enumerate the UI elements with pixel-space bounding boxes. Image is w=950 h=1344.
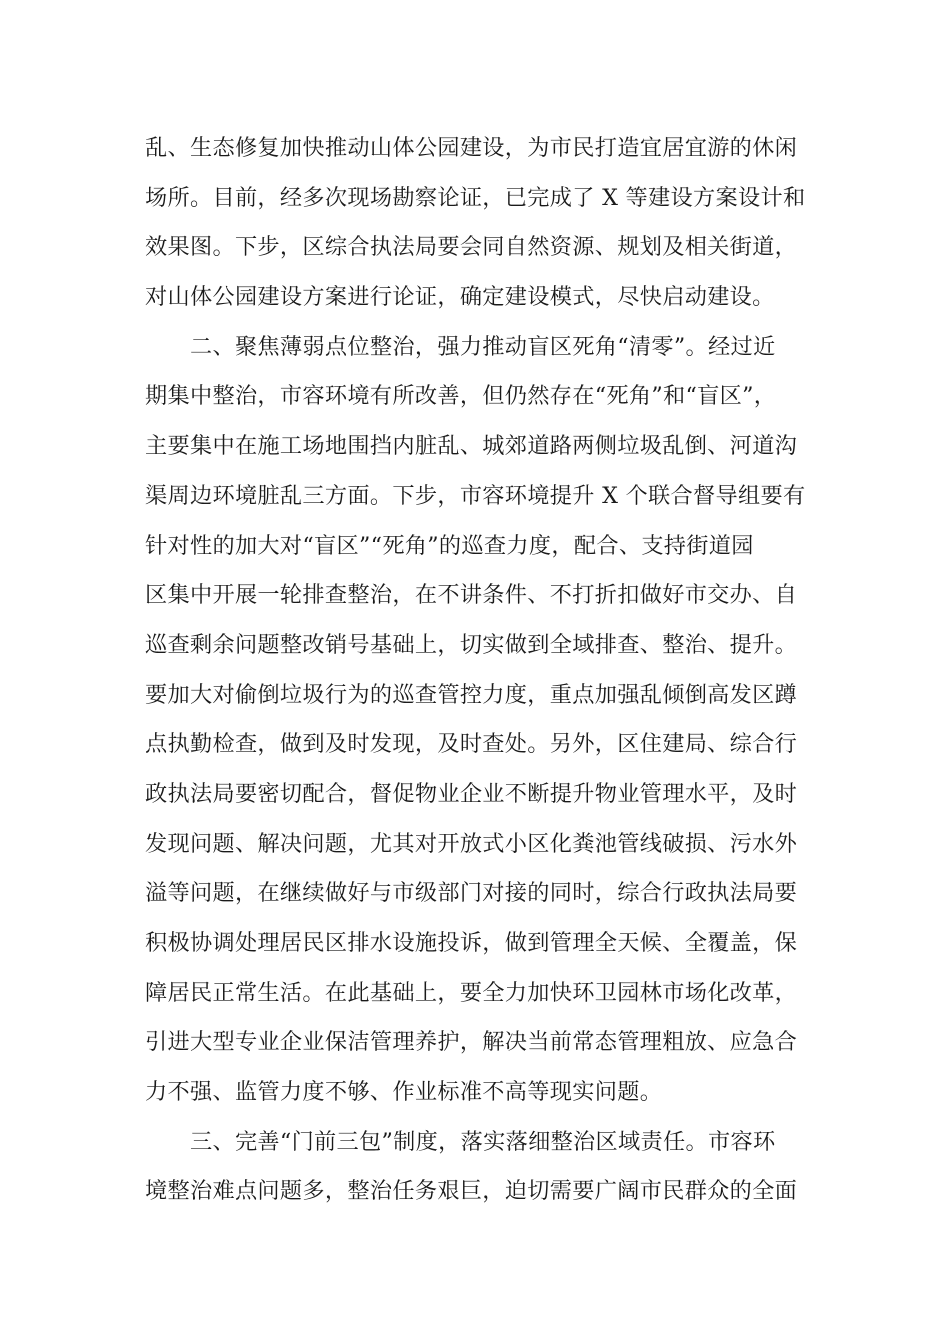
text-line: 积极协调处理居民区排水设施投诉，做到管理全天候、全覆盖，保 [145, 930, 798, 956]
text-line: 渠周边环境脏乱三方面。下步，市容环境提升 X 个联合督导组要有 [145, 482, 806, 509]
text-line: 点执勤检查，做到及时发现，及时查处。另外，区住建局、综合行 [145, 731, 798, 758]
text-line: 发现问题、解决问题，尤其对开放式小区化粪池管线破损、污水外 [145, 830, 798, 857]
text-line: 溢等问题，在继续做好与市级部门对接的同时，综合行政执法局要 [145, 880, 798, 907]
text-line: 效果图。下步，区综合执法局要会同自然资源、规划及相关街道， [145, 234, 798, 261]
text-line: 巡查剩余问题整改销号基础上，切实做到全域排查、整治、提升。 [145, 631, 798, 658]
text-line: 力不强、监管力度不够、作业标准不高等现实问题。 [145, 1079, 663, 1106]
text-line: 主要集中在施工场地围挡内脏乱、城郊道路两侧垃圾乱倒、河道沟 [145, 433, 798, 460]
text-line: 要加大对偷倒垃圾行为的巡查管控力度，重点加强乱倾倒高发区蹲 [145, 681, 798, 708]
text-line: 二、聚焦薄弱点位整治，强力推动盲区死角“清零”。经过近 [145, 333, 776, 360]
text-line: 政执法局要密切配合，督促物业企业不断提升物业管理水平，及时 [145, 780, 798, 807]
text-line: 障居民正常生活。在此基础上，要全力加快环卫园林市场化改革， [145, 979, 798, 1006]
text-line: 期集中整治，市容环境有所改善，但仍然存在“死角”和“盲区”， [145, 383, 777, 410]
text-line: 针对性的加大对“盲区”“死角”的巡查力度，配合、支持街道园 [145, 532, 754, 559]
body-text [145, 124, 815, 1217]
text-line: 引进大型专业企业保洁管理养护，解决当前常态管理粗放、应急合 [145, 1029, 798, 1056]
text-line: 三、完善“门前三包”制度，落实落细整治区域责任。市容环 [145, 1128, 776, 1155]
text-line: 对山体公园建设方案进行论证，确定建设模式，尽快启动建设。 [145, 284, 775, 311]
text-line: 区集中开展一轮排查整治，在不讲条件、不打折扣做好市交办、自 [145, 582, 798, 609]
text-line: 境整治难点问题多，整治任务艰巨，迫切需要广阔市民群众的全面 [145, 1178, 798, 1205]
text-line: 乱、生态修复加快推动山体公园建设，为市民打造宜居宜游的休闲 [145, 135, 798, 161]
text-line: 场所。目前，经多次现场勘察论证，已完成了 X 等建设方案设计和 [145, 184, 806, 211]
